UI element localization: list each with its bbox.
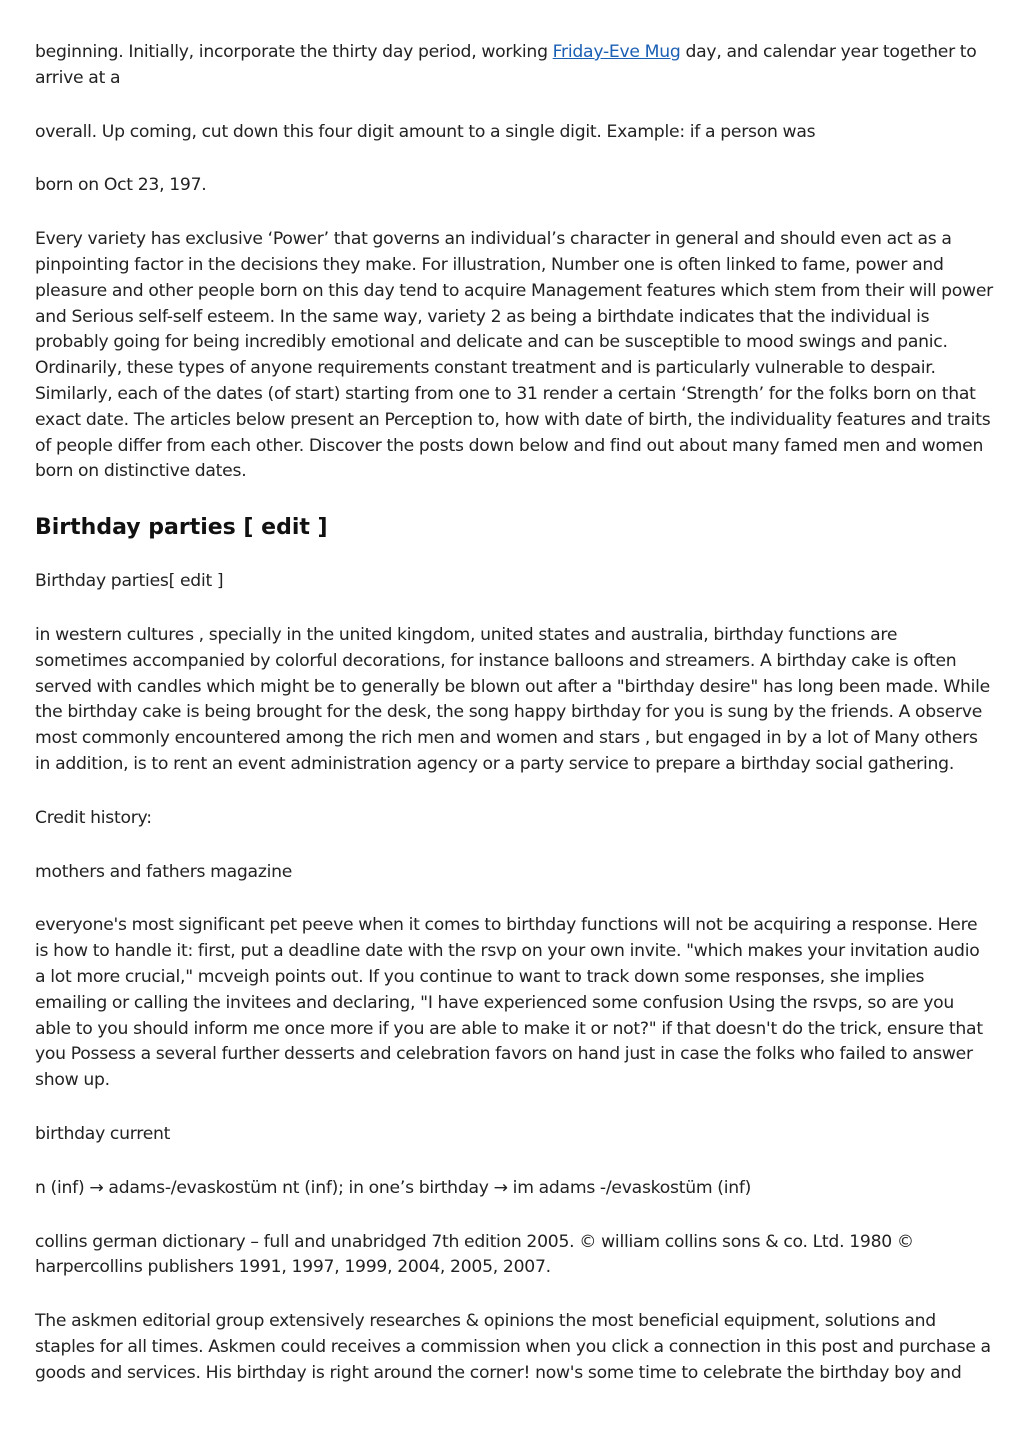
paragraph-digit-reduction: overall. Up coming, cut down this four digit amount to a single digit. Example: if a person was xyxy=(35,121,816,142)
paragraph-western-cultures: in western cultures , specially in the united kingdom, united states and australia, birthday functions are sometimes accompanied by colorful decorations, for instance balloons and streamers. A birthday cake is often served with candles which might be to generally be blown out after a "birthday desire" has long been made. While the birthday cake is being brought for the desk, the song happy birthday for you is sung by the friends. A observe most commonly encountered among the rich men and women and stars , but engaged in by a lot of Many others in addition, is to rent an event administration agency or a party service to prepare a birthday social gathering. xyxy=(35,624,990,774)
document-page xyxy=(35,40,993,1414)
paragraph-example-date: born on Oct 23, 197. xyxy=(35,175,207,196)
paragraph-dictionary-entry: n (inf) → adams-/evaskostüm nt (inf); in one’s birthday → im adams -/evaskostüm (inf) xyxy=(35,1177,752,1198)
paragraph-number-power: Every variety has exclusive ‘Power’ that governs an individual’s character in general and should even act as a pinpointing factor in the decisions they make. For illustration, Number one is often linked to fame, power and pleasure and other people born on this day tend to acquire Management features which stem from their will power and Serious self-self esteem. In the same way, variety 2 as being a birthdate indicates that the individual is probably going for being incredibly emotional and delicate and can be susceptible to mood swings and panic. Ordinarily, these types of anyone requirements constant treatment and is particularly vulnerable to despair. Similarly, each of the dates (of start) starting from one to 31 render a certain ‘Strength’ for the folks born on that exact date. The articles below present an Perception to, how with date of birth, the individuality features and traits of people differ from each other. Discover the posts down below and find out about many famed men and women born on distinctive dates. xyxy=(35,229,994,482)
friday-eve-mug-link[interactable]: Friday-Eve Mug xyxy=(552,42,681,62)
paragraph-parents-magazine: mothers and fathers magazine xyxy=(35,861,293,882)
section-heading-birthday-parties: Birthday parties [ edit ] xyxy=(35,515,328,541)
paragraph-birthday-current: birthday current xyxy=(35,1123,171,1144)
paragraph-askmen-editorial: The askmen editorial group extensively researches & opinions the most beneficial equipment, solutions and staples for all times. Askmen could receives a commission when you click a connection in this post and purchase a goods and services. His birthday is right around the corner! now's some time to celebrate the birthday boy and xyxy=(35,1311,991,1383)
paragraph-dictionary-copyright: collins german dictionary – full and unabridged 7th edition 2005. © william collins sons & co. Ltd. 1980 © harpercollins publishers 1991, 1997, 1999, 2004, 2005, 2007. xyxy=(35,1231,914,1278)
paragraph-credit-history: Credit history: xyxy=(35,807,152,828)
paragraph-rsvp-advice: everyone's most significant pet peeve when it comes to birthday functions will not be acquiring a response. Here is how to handle it: first, put a deadline date with the rsvp on your own invite. "which makes your invitation audio a lot more crucial," mcveigh points out. If you continue to want to track down some responses, she implies emailing or calling the invitees and declaring, "I have experienced some confusion Using the rsvps, so are you able to you should inform me once more if you are able to make it or not?" if that doesn't do the trick, ensure that you Possess a several further desserts and celebration favors on hand just in case the folks who failed to answer show up. xyxy=(35,915,983,1091)
intro-text-before-link: beginning. Initially, incorporate the thirty day period, working xyxy=(35,42,553,62)
paragraph-birthday-parties-label: Birthday parties[ edit ] xyxy=(35,571,224,592)
intro-paragraph xyxy=(35,40,993,92)
intro-text-after-link: day, and calendar year together to arrive at a xyxy=(35,42,977,88)
